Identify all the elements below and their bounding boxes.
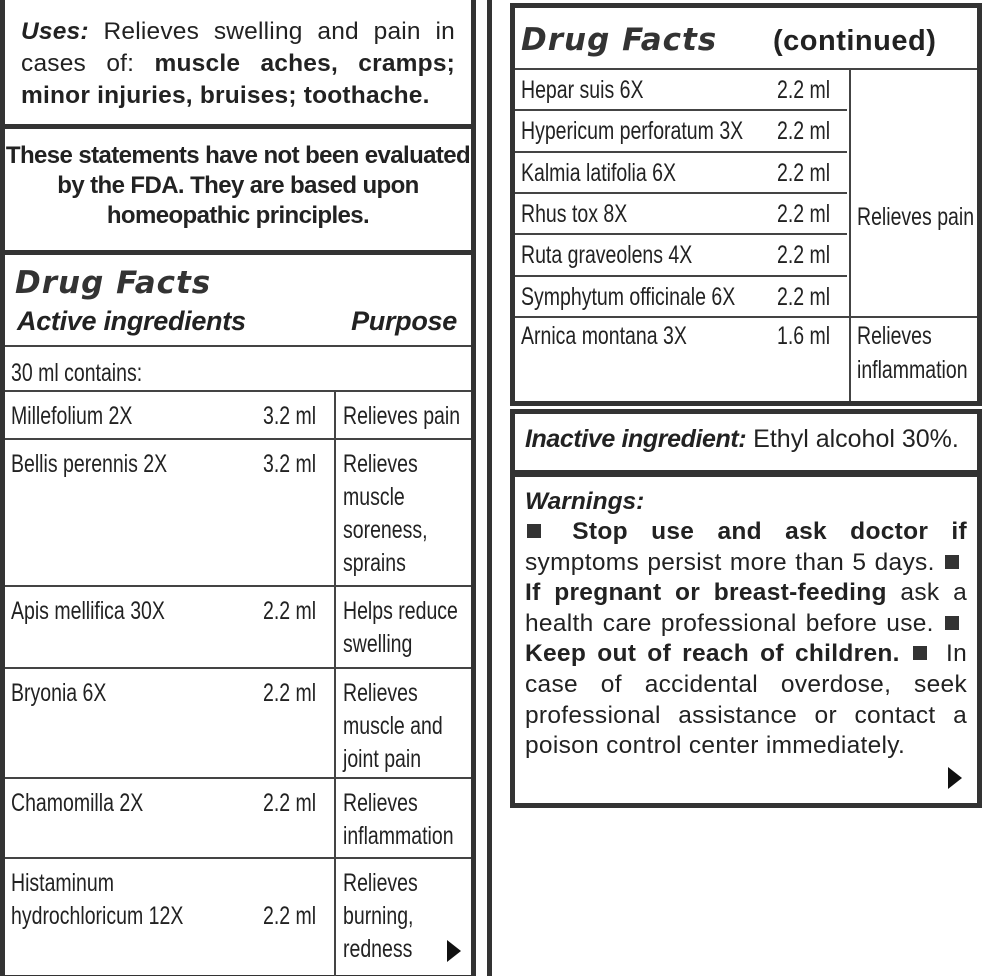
ingredient-amount: 2.2 ml	[263, 597, 317, 625]
square-bullet-icon	[527, 524, 541, 538]
ingredient-purpose: Relieves	[857, 321, 932, 350]
warnings-label: Warnings:	[525, 488, 645, 515]
ingredient-purpose: joint pain	[343, 745, 422, 773]
ingredient-purpose: muscle	[343, 483, 405, 511]
square-bullet-icon	[945, 616, 959, 630]
square-bullet-icon	[913, 646, 927, 660]
uses-text: Uses: Relieves swelling and pain in cases of: muscle aches, cramps; minor injuries, bruises; toothache.	[21, 18, 456, 109]
ingredient-purpose: inflammation	[857, 355, 968, 384]
drug-facts-table	[0, 250, 476, 976]
column-divider	[334, 438, 336, 585]
ingredient-amount: 3.2 ml	[263, 450, 317, 478]
ingredient-amount: 1.6 ml	[777, 321, 831, 350]
row-divider	[5, 777, 471, 779]
ingredient-purpose: sprains	[343, 549, 406, 577]
row-divider	[5, 585, 471, 587]
drug-facts-title: Drug Facts	[15, 265, 212, 301]
ingredient-name: Histaminum	[11, 869, 114, 897]
inactive-value: Ethyl alcohol 30%.	[746, 425, 959, 453]
ingredient-purpose: Helps reduce	[343, 597, 458, 625]
drug-facts-continued-table	[510, 3, 982, 406]
panel-divider	[487, 0, 492, 976]
column-divider	[334, 857, 336, 976]
triangle-right-icon	[948, 767, 962, 789]
column-divider	[334, 585, 336, 667]
row-divider	[515, 109, 847, 111]
column-divider	[334, 667, 336, 777]
row-divider	[5, 857, 471, 859]
ingredient-name: Bellis perennis 2X	[11, 450, 168, 478]
ingredient-name: Millefolium 2X	[11, 402, 133, 430]
ingredient-purpose: burning,	[343, 902, 414, 930]
ingredient-purpose: muscle and	[343, 712, 443, 740]
continued-label: (continued)	[773, 25, 937, 57]
fda-disclaimer	[0, 124, 476, 255]
ingredient-amount: 2.2 ml	[777, 117, 831, 146]
row-divider	[515, 275, 847, 277]
ingredient-purpose: Relieves	[343, 450, 418, 478]
ingredient-amount: 2.2 ml	[777, 241, 831, 270]
inactive-ingredient-section	[510, 409, 982, 475]
row-divider	[515, 192, 847, 194]
row-divider	[5, 667, 471, 669]
fda-statement: These statements have not been evaluated by the FDA. They are based upon homeopathic principles.	[5, 142, 471, 229]
ingredient-name: Hypericum perforatum 3X	[521, 117, 744, 146]
ingredient-amount: 2.2 ml	[263, 679, 317, 707]
drug-facts-title: Drug Facts	[521, 22, 718, 58]
ingredient-amount: 2.2 ml	[777, 76, 831, 104]
ingredient-name: hydrochloricum 12X	[11, 902, 184, 930]
ingredient-name: Symphytum officinale 6X	[521, 282, 736, 311]
inactive-label: Inactive ingredient:	[525, 425, 747, 453]
ingredient-purpose: redness	[343, 935, 413, 963]
triangle-right-icon	[447, 940, 461, 962]
ingredient-purpose: Relieves	[343, 789, 418, 817]
ingredient-purpose: Relieves	[343, 869, 418, 897]
left-panel	[0, 0, 476, 976]
warnings-text: Stop use and ask doctor if symptoms persist more than 5 days. If pregnant or breast-feeding ask a health care professional before use. Keep out of reach of children. In case of accidental overdose, seek professional assistance or contact a poison control center immediately.	[525, 518, 968, 760]
ingredient-name: Rhus tox 8X	[521, 199, 628, 228]
uses-section	[0, 0, 476, 129]
square-bullet-icon	[945, 555, 959, 569]
ingredient-name: Bryonia 6X	[11, 679, 107, 707]
column-divider	[334, 390, 336, 438]
ingredient-purpose: inflammation	[343, 822, 454, 850]
ingredient-name: Hepar suis 6X	[521, 76, 644, 104]
ingredient-amount: 3.2 ml	[263, 402, 317, 430]
ingredient-name: Ruta graveolens 4X	[521, 241, 693, 270]
ingredient-name: Chamomilla 2X	[11, 789, 144, 817]
divider	[515, 68, 977, 70]
active-ingredients-label: Active ingredients	[17, 306, 246, 336]
ingredient-purpose: Relieves pain	[343, 402, 461, 430]
ingredient-amount: 2.2 ml	[263, 902, 317, 930]
purpose-label: Purpose	[351, 306, 457, 336]
ingredient-name: Arnica montana 3X	[521, 321, 687, 350]
contains-label: 30 ml contains:	[11, 359, 143, 387]
ingredient-name: Apis mellifica 30X	[11, 597, 165, 625]
column-divider	[334, 777, 336, 857]
row-divider	[5, 438, 471, 440]
ingredient-amount: 2.2 ml	[777, 158, 831, 187]
ingredient-amount: 2.2 ml	[777, 282, 831, 311]
row-divider	[515, 233, 847, 235]
row-divider	[515, 151, 847, 153]
divider	[5, 390, 471, 392]
ingredient-name: Kalmia latifolia 6X	[521, 158, 677, 187]
ingredient-purpose: Relieves	[343, 679, 418, 707]
ingredient-amount: 2.2 ml	[777, 199, 831, 228]
ingredient-purpose: swelling	[343, 630, 413, 658]
ingredient-amount: 2.2 ml	[263, 789, 317, 817]
divider	[5, 345, 471, 347]
group-purpose: Relieves pain	[857, 203, 975, 231]
row-divider	[515, 316, 977, 318]
warnings-section	[510, 472, 982, 808]
ingredient-purpose: soreness,	[343, 516, 428, 544]
column-divider	[849, 68, 851, 401]
